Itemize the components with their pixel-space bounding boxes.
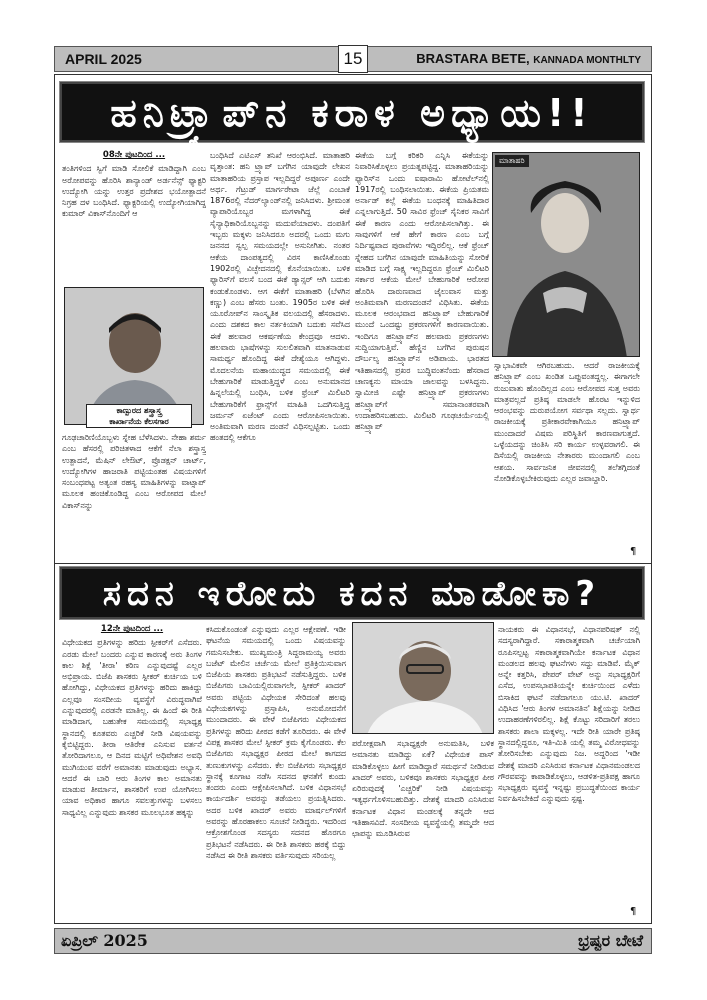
caption-line-1: ಕಾಣ್ಪುರದ ಶಸ್ತ್ರಾಸ್ತ್ರ — [116, 406, 162, 415]
photo-tag-matahari: ಮಾತಾಹರಿ — [495, 155, 529, 167]
article2-column-1 — [62, 624, 202, 922]
page-footer — [54, 928, 652, 954]
article1-end-mark: ¶ — [630, 546, 637, 557]
woman-portrait-icon — [493, 153, 640, 357]
section-divider — [54, 563, 652, 564]
publication-name: BRASTARA BETE, — [416, 51, 530, 66]
header-date: APRIL 2025 — [65, 51, 142, 67]
article2-headline: ಸದನ ಇರೋದು ಕದನ ಮಾಡೋಕಾ? — [60, 567, 644, 619]
politician-portrait-icon — [353, 623, 494, 734]
publication-suffix: KANNADA MONTHLTY — [533, 55, 641, 66]
article2-column-4: ನಾಯಕರು ಈ ವಿಧಾನಸಭೆ, ವಿಧಾನಪರಿಷತ್ ನಲ್ಲಿ ಸದಸ್ಯರಾಗಿದ್ದಾರೆ. ಸಕಾರಾತ್ಮಕವಾಗಿ ಚರ್ಚೆಯಾಗಿ ರೂಪಿಸಲ್ಪಟ್ಟ ಸಕಾರಾತ್ಮಕವಾಗಿಯೇ ಕರ್ನಾಟಕ ವಿಧಾನ ಮಂಡಲದ ಹಲವು ಘಟನೆಗಳು ಸದ್ದು ಮಾಡಿವೆ. ಮೈಕ್ ಅನ್ನೇ ಕತ್ತರಿಸಿ, ಪೇಪರ್ ವೇಟ್ ಅನ್ನು ಸಭಾಧ್ಯಕ್ಷರಿಗೆ ಎಸೆದ, ಉಪಸಭಾಪತಿಯನ್ನೇ ಕುರ್ಚಿಯಿಂದ ಎಳೆದು ಬಿಸಾಕಿದ ಘಟನೆ ನಡೆದಾಗಲೂ ಯು.ಟಿ. ಖಾದರ್ ವಿಧಿಸಿದ 'ಆರು ತಿಂಗಳ ಅಮಾನತಿನ' ಶಿಕ್ಷೆಯನ್ನು ನೀಡಿದ ಉದಾಹರಣೆಗಳಿರಲಿಲ್ಲ. ಶಿಕ್ಷೆ ಕೊಟ್ಟು ಸರಿದಾರಿಗೆ ತರಲು ಶಾಸಕರು ಶಾಲಾ ಮಕ್ಕಳಲ್ಲ. ಇದೇ ರೀತಿ ಯಾರೇ ಪ್ರತಿಷ್ಠ ಸ್ಥಾನದಲ್ಲಿದ್ದರೂ, ಇತಿ-ಮಿತಿ ಯಲ್ಲಿ ತಮ್ಮ ವಿರೋಧವನ್ನು ತೋರಿಸಬೇಕು ಎನ್ನುವುದು ನಿಜ. ಅದ್ದರಿಂದ 'ಇಡೀ ದೇಶಕ್ಕೆ ಮಾದರಿ ಎನಿಸಿರುವ ಕರ್ನಾಟಕ ವಿಧಾನಮಂಡಲದ ಗೌರವವನ್ನು ಕಾಪಾಡಿಕೊಳ್ಳಲು, ಆಡಳಿತ-ಪ್ರತಿಪಕ್ಷ ಹಾಗೂ ಸಭಾಧ್ಯಕ್ಷರು ವ್ಯವಸ್ಥೆ ಇನ್ನಷ್ಟು ಪ್ರಬುದ್ಧತೆಯಿಂದ ಕಾರ್ಯ ನಿರ್ವಹಿಸಬೇಕಿದೆ ಎನ್ನುವುದು ಸ್ಪಷ್ಟ. — [498, 625, 640, 804]
article1-column-1-bottom: ಗೂಢಚಾರಿಣಿಯೊಬ್ಬಳು ಸ್ನೇಹ ಬೆಳೆಸಿದಳು. ನೇಹಾ ಶರ್ಮ ಎಂಬ ಹೆಸರಲ್ಲಿ ಪರಿಚಿತಳಾದ ಆಕೆಗೆ ನೆಲಾ ಶಸ್ತ್ರಾಸ್ತ್ರ ಉತ್ಪಾದನೆ, ಮೆಷಿನ್ ಲೇಔಟ್, ಪ್ರೊಡಕ್ಷನ್ ಚಾರ್ಟ್, ಉದ್ಯೋಗಿಗಳ ಹಾಜರಾತಿ ಪಟ್ಟಿಯಂತಹ ವಿಷಯಗಳಿಗೆ ಸಂಬಂಧಪಟ್ಟ ಅತ್ಯಂತ ರಹಸ್ಯ ಮಾಹಿತಿಗಳನ್ನು ವಾಟ್ಸಾಪ್ ಮೂಲಕ ಹಂಚಿಕೊಂಡಿದ್ದ ಎಂಬ ಆರೋಪದ ಮೇಲೆ ವಿಕಾಸ್‌ನನ್ನು — [62, 433, 206, 510]
footer-publication: ಭ್ರಷ್ಟರ ಬೇಟೆ — [578, 931, 643, 950]
article1-col1-top-text: ತಂತಿಗಳಿಂದ ಸ್ವಿಗೆ ಮಾಡಿ ಸೋಲಿಕೆ ಮಾಡಿದ್ದಾಗಿ ಎಂಬ ಅರೋಪವನ್ನು ಹೊರಿಸಿ ಶಾನ್ಯಾಂಡ್ ಅರ್ಡನೆನ್ಸ್ ಫ್ಯಾಕ್ಟರಿ ಉದ್ಯೋಗಿ ಯನ್ನು ಉತ್ತರ ಪ್ರದೇಶದ ಭಯೋತ್ಪಾದನೆ ನಿಗ್ರಹ ದಳ ಬಂಧಿಸಿದೆ. ಫ್ಯಾಕ್ಟರಿಯಲ್ಲಿ ಉದ್ಯೋಗಿಯಾಗಿದ್ದ ಕುಮಾರ್ ವಿಕಾಸ್‌ನೊಂದಿಗೆ ಆ — [62, 164, 206, 219]
article1-column-3: ಈಕೆಯ ಬಗ್ಗೆ ಕರಿಕರಿ ಎನ್ನಿಸಿ ಈಕೆಯನ್ನು ನಿವಾರಿಸಿಕೊಳ್ಳಲು ಪ್ರಯತ್ನಪಟ್ಟಿದ್ದ. ಮಾತಾಹರಿಯನ್ನು ಫ್ಯಾರಿಸ್‌ನ ಒಂದು ಐಷಾರಾಮಿ ಹೋಟೆಲ್‌ನಲ್ಲಿ 1917ರಲ್ಲಿ ಬಂಧಿಸಲಾಯಿತು. ಈಕೆಯ ಪ್ರಿಯತಮ ಅರ್ನಾಡ್ ಕಲ್ಲೆ ಈಕೆಯ ಬಂಧನಕ್ಕೆ ಮಾಹಿತಿದಾರ ಎನ್ನಲಾಗುತ್ತಿದೆ. 50 ಸಾವಿರ ಫ್ರೆಂಚ್ ಸೈನಿಕರ ಸಾವಿಗೆ ಈಕೆ ಕಾರಣ ಎಂದು ಆರೋಪಿಸಲಾಗಿತ್ತು. ಈ ಸಾವುಗಳಿಗೆ ಆಕೆ ಹೇಗೆ ಕಾರಣ ಎಂಬ ಬಗ್ಗೆ ನಿರ್ದಿಷ್ಟವಾದ ಪುರಾವೆಗಳು ಇದ್ದಿರಲಿಲ್ಲ. ಆಕೆ ಫ್ರೆಂಚ್ ಸ್ನೇಹದ ಬಗೆಗಿನ ಯಾವುದೇ ಮಾಹಿತಿಯನ್ನು ಸೋರಿಕೆ ಮಾಡಿದ ಬಗ್ಗೆ ಸಾಕ್ಷ್ಯ ಇಲ್ಲದಿದ್ದರೂ ಫ್ರೆಂಚ್ ಮಿಲಿಟರಿ ಸರ್ಕಾರ ಆಕೆಯ ಮೇಲೆ ಬೇಹುಗಾರಿಕೆ ಆರೋಪ ಹೊರಿಸಿ ದಾರುಣವಾದ ಜೈಲುವಾಸ ಮತ್ತು ಅಂತಿಮವಾಗಿ ಮರಣದಂಡನೆ ವಿಧಿಸಿತು. ಈಕೆಯ ಮೂಲಕ ಆರಂಭವಾದ ಹನಿಟ್ರ್ಯಾಪ್ ಬೇಹುಗಾರಿಕೆ ಮುಂದೆ ಒಂದಷ್ಟು ಪ್ರಕರಣಗಳಿಗೆ ಕಾರಣವಾಯಿತು. ಇಂದಿಗೂ ಹನಿಟ್ರ್ಯಾಪ್‌ನ ಹಲವಾರು ಪ್ರಕರಣಗಳು ಸುದ್ದಿಯಾಗುತ್ತಿವೆ. ಹೆಣ್ಣಿನ ಬಗೆಗಿನ ಪುರುಷನ ದೌರ್ಬಲ್ಯ ಹನಿಟ್ರ್ಯಾಪ್‌ನ ಅಡಿಪಾಯ. ಭಾರತದ ಇತಿಹಾಸದಲ್ಲಿ ಪ್ರಖರ ಬುದ್ಧಿವಂತನೆಂದು ಹೆಸರಾದ ಚಾಣಕ್ಯನು ಮಾಯಾ ಜಾಲವನ್ನು ಬಳಸಿದ್ದನು. ಸ್ವಾಮೀಜಿ ಎಷ್ಟೇ ಹನಿಟ್ರ್ಯಾಪ್ ಪ್ರಕರಣಗಳು ಹನಿಟ್ರ್ಯಾಪ್‌ಗೆ ಸಮಾನಾಂತರವಾಗಿ ಉದಾಹರಿಸಬಹುದು. ಮಿಲಿಟರಿ ಗೂಢಚರ್ಯೆಯಲ್ಲಿ ಹನಿಟ್ರ್ಯಾಪ್ — [355, 151, 489, 432]
article1-photo-matahari — [492, 152, 640, 357]
article1-column-4: ಸ್ವಾಭಾವಿಕವೇ ಆಗಿರಬಹುದು. ಆದರೆ ರಾಜಕೀಯಕ್ಕೆ ಹನಿಟ್ರ್ಯಾಪ್ ಎಂಬ ಖಂಡಿತ ಒಪ್ಪುವಂತದ್ದಲ್ಲ. ಈಗಾಗಲೇ ರುಜುವಾತು ಹೊಂದಿಲ್ಲದ ಎಂಬ ಆರೋಪದ ಸುತ್ತ ಅವರು ಮಾತ್ರವಲ್ಲದೆ ಪ್ರತಿಷ್ಠ ಮಾಡಲೇ ಹೊರಟ ಇನ್ನುಳಿದ ಆರಂಭವನ್ನು ದುರುಪಯೋಗ ಸರ್ವಥಾ ಸಲ್ಲದು. ಸ್ವಾರ್ಥ ರಾಜಕೀಯಕ್ಕೆ ಪ್ರತೀಕಾರವೇಕಾಗಿಯೂ ಹನಿಟ್ರ್ಯಾಪ್ ಮುಂದಾದರೆ ವಿಷಮ ಪರಿಸ್ಥಿತಿಗೆ ಕಾರಣವಾಗುತ್ತದೆ. ಒಳ್ಳೆಯದನ್ನು ಚಿಂತಿಸಿ ಸರಿ ಕಾರ್ಯ ಉಳ್ಳವರಾಗಲಿ. ಈ ದಿಸೆಯಲ್ಲಿ ರಾಜಕೀಯ ನೇತಾರರು ಮುಂದಾಗಲಿ ಎಂಬ ಆಶಯ. ಸಾರ್ವಜನಿಕ ಜೀವನದಲ್ಲಿ ತಲೆತಗ್ಗಿದಂತೆ ನೋಡಿಕೊಳ್ಳಬೇಕಿರುವುದು ಎಲ್ಲರ ಜವಾಬ್ದಾರಿ. — [494, 361, 640, 483]
article2-column-3: ಪರೋಕ್ಷವಾಗಿ ಸಭಾಧ್ಯಕ್ಷರೇ ಅನುಮತಿಸಿ, ಬಳಿಕ ಅಮಾನತು ಮಾಡಿದ್ದು ಏಕೆ? ವಿಧೇಯಕ ಪಾಸ್ ಮಾಡಿಕೊಳ್ಳಲು ಹೀಗೆ ಮಾಡಿದ್ದಾರೆ ಸಮರ್ಥನೆ ನೀಡಿರುವ ಖಾದರ್ ಅವರು, ಬಳಿಕವೂ ಶಾಸಕರು ಸಭಾಧ್ಯಕ್ಷರ ಪೀಠ ಏರಿರುವುದಕ್ಕೆ 'ಎಚ್ಚರಿಕೆ' ನೀಡಿ ವಿಷಯವನ್ನು ಇತ್ಯರ್ಥಗೊಳಿಸಬಹುದಿತ್ತು. ದೇಶಕ್ಕೆ ಮಾದರಿ ಎನಿಸಿರುವ ಕರ್ನಾಟಕ ವಿಧಾನ ಮಂಡಲಕ್ಕೆ ತನ್ನದೇ ಆದ ಇತಿಹಾಸವಿದೆ. ಸಂಸದೀಯ ವ್ಯವಸ್ಥೆಯಲ್ಲಿ ತಮ್ಮದೇ ಆದ ಛಾಪನ್ನು ಮೂಡಿಸಿರುವ — [352, 739, 494, 839]
page-header — [54, 46, 652, 72]
article2-photo-politician — [352, 622, 494, 734]
article1-photo-caption — [86, 404, 192, 428]
article2-end-mark: ¶ — [630, 906, 637, 917]
page-number: 15 — [338, 45, 368, 73]
article1-column-2: ಬಂಧಿಸಿದೆ ಎಟಿಎಸ್ ತನಿಖೆ ಆರಂಭಿಸಿದೆ. ಮಾತಾಹರಿ ವೃತ್ತಾಂತ: ಹನಿ ಟ್ರ್ಯಾಪ್ ಬಗೆಗಿನ ಯಾವುದೇ ಲೇಖನ ಮಾತಾಹರಿಯ ಪ್ರಸ್ತಾಪ ಇಲ್ಲದಿದ್ದರೆ ಅಪೂರ್ಣ ಎಂದೇ ಅರ್ಥ. ಗೆಟ್ರುಡ್ ಮಾರ್ಗರೇಟಾ ಜೆಲ್ಲೆ ಎಂಬಾಕೆ 1876ರಲ್ಲಿ ನೆದರ್‌ಲ್ಯಾಂಡ್‌ನಲ್ಲಿ ಜನಿಸಿದಳು. ಶ್ರೀಮಂತ ವ್ಯಾಪಾರಿಯೊಬ್ಬರ ಮಗಳಾಗಿದ್ದ ಈಕೆ ಸೈನ್ಯಾಧಿಕಾರಿಯೊಬ್ಬನನ್ನು ಮದುವೆಯಾದಳು. ದಂಪತಿಗೆ ಇಬ್ಬರು ಮಕ್ಕಳು ಜನಿಸಿದರೂ ಅದರಲ್ಲಿ ಒಂದು ಮಗು ಜನನದ ಸ್ವಲ್ಪ ಸಮಯದಲ್ಲೇ ಅಸುನೀಗಿತು. ನಂತರ ಆಕೆಯ ದಾಂಪತ್ಯದಲ್ಲಿ ವಿರಸ ಕಾಣಿಸಿಕೊಂಡು 1902ರಲ್ಲಿ ವಿಚ್ಛೇದನದಲ್ಲಿ ಕೊನೆಯಾಯಿತು. ಬಳಿಕ ಫ್ಯಾರಿಸ್‌ಗೆ ವಲಸೆ ಬಂದ ಈಕೆ ಡ್ಯಾನ್ಸರ್ ಆಗಿ ಬದುಕು ಕಂಡುಕೊಂಡಳು. ಆಗ ಈಕೆಗೆ ಮಾತಾಹರಿ (ಬೆಳಗಿನ ಕಣ್ಣು) ಎಂಬ ಹೆಸರು ಬಂತು. 1905ರ ಬಳಿಕ ಈಕೆ ಯೂರೋಪ್‌ನ ಸಾಂಸ್ಕೃತಿಕ ವಲಯದಲ್ಲಿ ಹೆಸರಾದಳು. ಎಂದು ದಶಕದ ಕಾಲ ನರ್ತಕಿಯಾಗಿ ಬದುಕು ಸವೆಸಿದ ಈಕೆ ಹಲವಾರ ಆಕರ್ಷಣೆಯ ಕೇಂದ್ರವೂ ಆದಳು. ಹಲವಾರು ಭಾಷೆಗಳನ್ನು ಸುಲಲಿತವಾಗಿ ಮಾತನಾಡುವ ಸಾಮರ್ಥ್ಯ ಹೊಂದಿದ್ದ ಈಕೆ ದೇಶ್ಯೆಯೂ ಆಗಿದ್ದಳು. ಮೊದಲನೆಯ ಮಹಾಯುದ್ಧದ ಸಮಯದಲ್ಲಿ ಈಕೆ ಬೇಹುಗಾರಿಕೆ ಮಾಡುತ್ತಿದ್ದಳೆ ಎಂಬ ಅನುಮಾನದ ಹಿನ್ನಲೆಯಲ್ಲಿ ಬಂಧಿಸಿ, ಬಳಿಕ ಫ್ರೆಂಚ್ ಮಿಲಿಟರಿ ಬೇಹುಗಾರಿಕೆಗೆ ಫ್ರಾನ್ಸ್‌ಗೆ ಮಾಹಿತಿ ಒದಗಿಸುತ್ತಿದ್ದ ಜರ್ಮನ್ ಏಜೆಂಟ್ ಎಂದು ಆರೋಪಿಸಲಾಯಿತು. ಅಂತಿಮವಾಗಿ ಮರಣ ದಂಡನೆ ವಿಧಿಸಲ್ಪಟ್ಟಿತು. ಒಂದು ಹಂತದಲ್ಲಿ ಆಕೆಗೂ — [210, 151, 350, 443]
article1-column-1-top — [62, 150, 206, 282]
article2-col1-text: ವಿಧೇಯಕದ ಪ್ರತಿಗಳನ್ನು ಹರಿದು ಸ್ಪೀಕರ್‌ಗೆ ಎಸೆದರು. ಎರಡು ಮೇಲೆ ಬಂದರು ಎನ್ನುವ ಕಾರಣಕ್ಕೆ ಅರು ತಿಂಗಳ ಕಾಲ ಶಿಕ್ಷೆ 'ತೀರಾ' ಕಠಿಣ ಎನ್ನುವುದಷ್ಟೆ ಎಲ್ಲರ ಅಭಿಪ್ರಾಯ. ಬಿಜೆಪಿ ಶಾಸಕರು ಸ್ಪೀಕರ್ ಕುರ್ಚಿಯ ಬಳಿ ಹೋಗಿದ್ದು, ವಿಧೇಯಕದ ಪ್ರತಿಗಳನ್ನು ಹರಿದು ಹಾಕಿದ್ದು ಎಲ್ಲವೂ ಸಂಸದೀಯ ವ್ಯವಸ್ಥೆಗೆ ವಿರುದ್ಧವಾಗಿವೆ ಎನ್ನುವುದರಲ್ಲಿ ಎರಡನೇ ಮಾತಿಲ್ಲ. ಈ ಹಿಂದೆ ಈ ರೀತಿ ಮಾಡಿದಾಗ, ಬಹುತೇಕ ಸಮಯದಲ್ಲಿ ಸಭಾಧ್ಯಕ್ಷ ಸ್ಥಾನದಲ್ಲಿ ಕೂತವರು ಎಚ್ಚರಿಕೆ ನೀಡಿ ವಿಷಯವನ್ನು ಕೈಬಿಟ್ಟಿದ್ದರು. ತೀರಾ ಆತಿರೇಕ ಎನಿಸುವ ವರ್ತನೆ ತೋರಿದಾಗಲೂ, ಆ ದಿನದ ಮಟ್ಟಿಗೆ ಅಧಿವೇಶನ ಅವಧಿ ಮುಗಿಯುವ ವರೆಗೆ ಅಮಾನತು ಮಾಡುವುದು ಅಭ್ಯಾಸ. ಆದರೆ ಈ ಬಾರಿ ಆರು ತಿಂಗಳ ಕಾಲ ಅಮಾನತು ಮಾಡುವ ತೀರ್ಮಾನ, ಶಾಸಕರಿಗೆ ಉಪ ಯೋಗಿಸಲು ಯಾವ ಅಧಿಕಾರ ಹಾಗೂ ಸವಲತ್ತುಗಳನ್ನು ಬಳಸಲು ಸಾಧ್ಯವಿಲ್ಲ ಎನ್ನುವುದು ಶಾಸಕರ ಮೂಲಭೂತ ಹಕ್ಕನ್ನು — [62, 638, 202, 817]
article2-column-2: ಕಸಿದುಕೊಂಡಂತೆ ಎನ್ನುವುದು ಎಲ್ಲರ ಆಕ್ಷೇಪಣೆ. ಇಡೀ ಘಟನೆಯ ಸಮಯದಲ್ಲಿ ಒಂದು ವಿಷಯವನ್ನು ಗಮನಿಸಬೇಕು. ಮುಖ್ಯಮಂತ್ರಿ ಸಿದ್ದರಾಮಯ್ಯ ಅವರು ಬಜೆಟ್ ಮೇಲಿನ ಚರ್ಚೆಯ ಮೇಲೆ ಪ್ರತಿಕ್ರಿಯಿಸುವಾಗ ಬಿಜೆಪಿಯ ಶಾಸಕರು ಪ್ರತಿಭಟನೆ ನಡೆಸುತ್ತಿದ್ದರು. ಬಳಿಕ ಬಿಜೆಪಿಗರು ಬಾವಿಯಲ್ಲಿರುವಾಗಲೇ, ಸ್ಪೀಕರ್ ಖಾದರ್ ಅವರು ಪಟ್ಟಿಯ ವಿಧೇಯಕ ಸೇರಿದಂತೆ ಹಲವು ವಿಧೇಯಕಗಳನ್ನು ಪ್ರಸ್ತಾಪಿಸಿ, ಅನುಮೋದನೆಗೆ ಮುಂದಾದರು. ಈ ವೇಳೆ ಬಿಜೆಪಿಗರು ವಿಧೇಯಕದ ಪ್ರತಿಗಳನ್ನು ಹರಿದು ಪೀಠದ ಕಡೆಗೆ ತೂರಿದರು. ಈ ವೇಳೆ ವಿಪಕ್ಷ ಶಾಸಕರ ಮೇಲೆ ಸ್ಪೀಕರ್ ಕ್ರಮ ಕೈಗೊಂಡರು. ಕೆಲ ಬಿಜೆಪಿಗರು ಸಭಾಧ್ಯಕ್ಷರ ಪೀಠದ ಮೇಲೆ ಕಾಗದದ ತುಣುಕುಗಳನ್ನು ಎಸೆದರು. ಕೆಲ ಬಿಜೆಪಿಗರು ಸಭಾಧ್ಯಕ್ಷರ ಸ್ಥಾನಕ್ಕೆ ಕೂಗಾಟ ನಡೆಸಿ ಸದನದ ಘನತೆಗೆ ಕುಂದು ತಂದರು ಎಂದು ಆಕ್ಷೇಪಿಸಲಾಗಿದೆ. ಬಳಿಕ ವಿಧಾನಸಭೆ ಕಾರ್ಯದರ್ಶಿ ಅವರನ್ನು ತಡೆಯಲು ಪ್ರಯತ್ನಿಸಿದರು. ಅದರ ಬಳಿಕ ಖಾದರ್ ಅವರು ಮಾರ್ಷಲ್‌ಗಳಿಗೆ ಅವರನ್ನು ಹೊರಹಾಕಲು ಸೂಚನೆ ನೀಡಿದ್ದರು. ಇದರಿಂದ ಆಕ್ರೋಶಗೊಂಡ ಸದಸ್ಯರು ಸದನದ ಹೊರಗೂ ಪ್ರತಿಭಟನೆ ನಡೆಸಿದರು. ಈ ರೀತಿ ಶಾಸಕರು ಹಠಕ್ಕೆ ಬಿದ್ದು ನಡೆಸಿದ ಈ ರೀತಿ ಶಾಸಕರು ವರ್ತಿಸುವುದು ಸರಿಯಲ್ಲ — [206, 625, 346, 860]
caption-line-2: ಕಾರ್ಖಾನೆಯ ಕೆಲಸಗಾರ — [109, 417, 169, 426]
header-publication — [416, 51, 641, 66]
article2-kicker: 12ನೇ ಪುಟದಿಂದ ... — [100, 624, 164, 634]
article1-headline: ಹನಿಟ್ರ್ಯಾಪ್‌ನ ಕರಾಳ ಅಧ್ಯಾಯ!! — [60, 82, 644, 142]
footer-date: ಏಪ್ರಿಲ್ 2025 — [61, 931, 148, 950]
article1-kicker: 08ನೇ ಪುಟದಿಂದ ... — [102, 150, 166, 160]
